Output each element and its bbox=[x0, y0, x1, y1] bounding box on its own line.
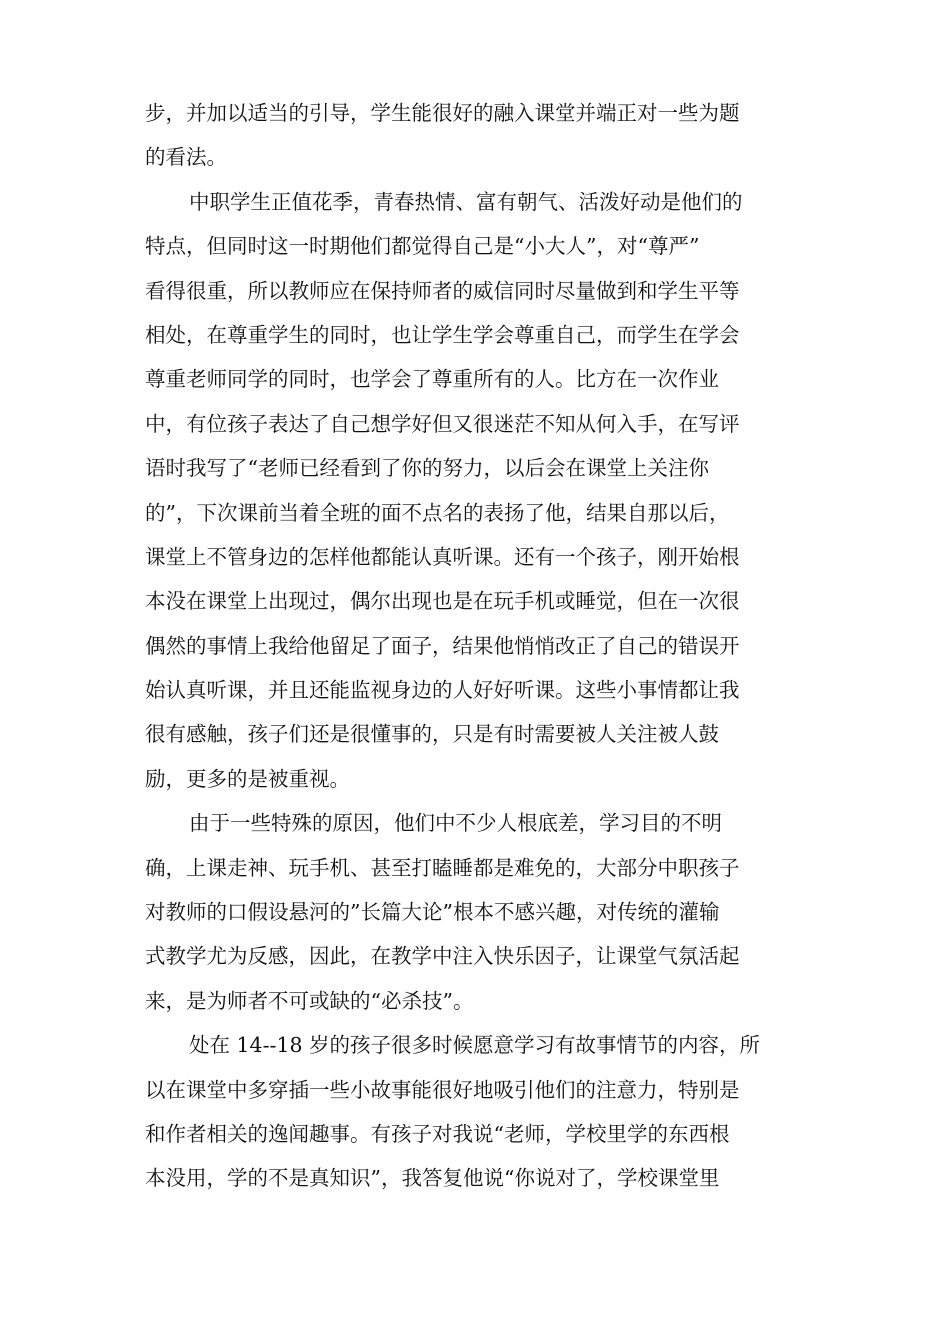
text-line: 语时我写了“老师已经看到了你的努力，以后会在课堂上关注你 bbox=[145, 456, 709, 481]
text-line: 由于一些特殊的原因，他们中不少人根底差，学习目的不明 bbox=[189, 811, 722, 836]
text-line: 中职学生正值花季，青春热情、富有朝气、活泼好动是他们的 bbox=[189, 189, 743, 214]
text-line: 很有感触，孩子们还是很懂事的，只是有时需要被人关注被人鼓 bbox=[145, 722, 719, 747]
text-line: 式教学尤为反感，因此，在教学中注入快乐因子，让课堂气氛活起 bbox=[145, 944, 740, 969]
text-line: 来，是为师者不可或缺的“必杀技”。 bbox=[145, 988, 474, 1013]
text-line: 特点，但同时这一时期他们都觉得自己是“小大人”，对“尊严” bbox=[145, 234, 700, 259]
text-line: 的”，下次课前当着全班的面不点名的表扬了他，结果自那以后， bbox=[145, 500, 730, 525]
text-line: 始认真听课，并且还能监视身边的人好好听课。这些小事情都让我 bbox=[145, 678, 740, 703]
text-line: 以在课堂中多穿插一些小故事能很好地吸引他们的注意力，特别是 bbox=[145, 1077, 740, 1102]
text-line: 确，上课走神、玩手机、甚至打瞌睡都是难免的，大部分中职孩子 bbox=[145, 855, 740, 880]
text-line: 本没用，学的不是真知识”，我答复他说“你说对了，学校课堂里 bbox=[145, 1166, 720, 1191]
text-line: 本没在课堂上出现过，偶尔出现也是在玩手机或睡觉，但在一次很 bbox=[145, 589, 740, 614]
text-line: 相处，在尊重学生的同时，也让学生学会尊重自己，而学生在学会 bbox=[145, 322, 740, 347]
text-line: 看得很重，所以教师应在保持师者的威信同时尽量做到和学生平等 bbox=[145, 278, 740, 303]
text-line: 偶然的事情上我给他留足了面子，结果他悄悄改正了自己的错误开 bbox=[145, 633, 740, 658]
text-line: 励，更多的是被重视。 bbox=[145, 766, 350, 791]
body-text bbox=[145, 91, 805, 1201]
text-line: 处在 14--18 岁的孩子很多时候愿意学习有故事情节的内容，所 bbox=[189, 1033, 761, 1058]
text-line: 和作者相关的逸闻趣事。有孩子对我说“老师，学校里学的东西根 bbox=[145, 1121, 730, 1146]
text-line: 中，有位孩子表达了自己想学好但又很迷茫不知从何入手，在写评 bbox=[145, 411, 740, 436]
text-line: 步，并加以适当的引导，学生能很好的融入课堂并端正对一些为题 bbox=[145, 101, 740, 125]
text-line: 尊重老师同学的同时，也学会了尊重所有的人。比方在一次作业 bbox=[145, 367, 719, 392]
text-line: 的看法。 bbox=[145, 145, 227, 170]
text-line: 课堂上不管身边的怎样他都能认真听课。还有一个孩子，刚开始根 bbox=[145, 544, 740, 569]
text-line: 对教师的口假设悬河的”长篇大论”根本不感兴趣，对传统的灌输 bbox=[145, 900, 720, 925]
